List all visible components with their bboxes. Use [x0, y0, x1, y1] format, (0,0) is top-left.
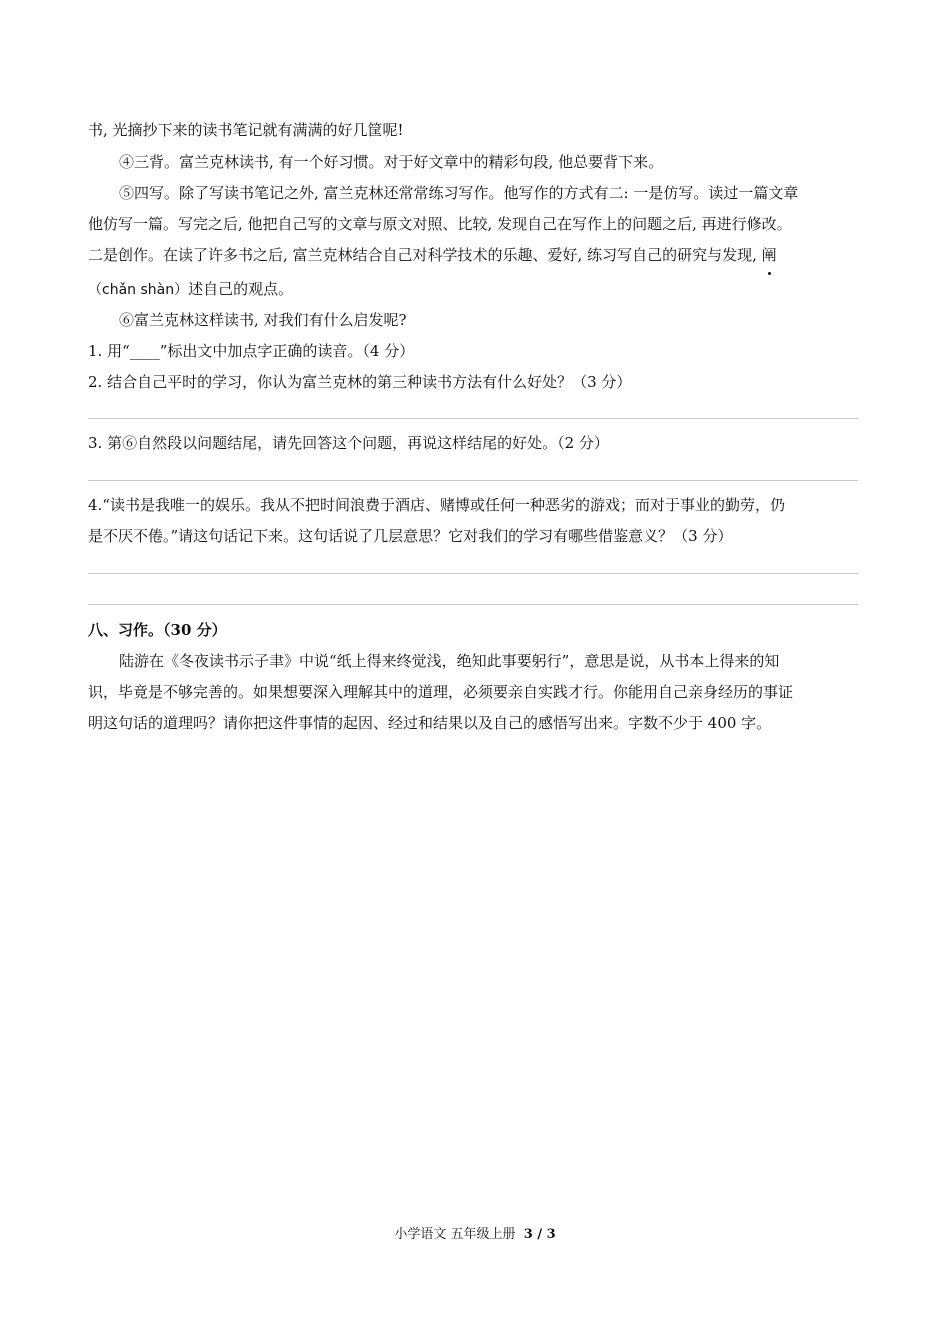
pinyin-annotation: （chǎn shàn） — [88, 282, 189, 298]
section-8-prompt-line-1: 陆游在《冬夜读书示子聿》中说“纸上得来终觉浅，绝知此事要躬行”，意思是说，从书本上得来的知 — [119, 652, 780, 670]
page-number: 3 / 3 — [523, 1227, 556, 1242]
answer-line-q4-2[interactable] — [88, 604, 858, 605]
passage-paragraph-5-line-4-rest: 述自己的观点。 — [188, 280, 294, 298]
passage-line-continue: 书, 光摘抄下来的读书笔记就有满满的好几筐呢! — [88, 121, 404, 139]
answer-line-q4-1[interactable] — [88, 573, 858, 574]
footer-label: 小学语文 五年级上册 — [394, 1227, 516, 1242]
passage-paragraph-5-line-2: 他仿写一篇。写完之后, 他把自己写的文章与原文对照、比较, 发现自己在写作上的问题之后, 再进行修改。 — [88, 215, 792, 233]
answer-line-q2[interactable] — [88, 418, 858, 419]
answer-line-q3[interactable] — [88, 480, 858, 481]
section-8-heading: 八、习作。（30 分） — [88, 621, 227, 639]
dotted-character: 阐 — [762, 240, 777, 271]
section-8-prompt-line-3: 明这句话的道理吗？请你把这件事情的起因、经过和结果以及自己的感悟写出来。字数不少于 400 字。 — [88, 714, 772, 732]
question-2: 2. 结合自己平时的学习，你认为富兰克林的第三种读书方法有什么好处？（3 分） — [88, 373, 632, 391]
passage-paragraph-6: ⑥富兰克林这样读书, 对我们有什么启发呢? — [119, 311, 407, 329]
section-8-prompt-line-2: 识，毕竟是不够完善的。如果想要深入理解其中的道理，必须要亲自实践才行。你能用自己亲身经历的事证 — [88, 683, 794, 701]
passage-paragraph-5-line-3 — [88, 240, 858, 271]
page-footer — [0, 1223, 950, 1242]
question-3: 3. 第⑥自然段以问题结尾，请先回答这个问题，再说这样结尾的好处。（2 分） — [88, 434, 609, 452]
passage-paragraph-5-line-4 — [88, 274, 858, 306]
question-4-line-1: 4.“读书是我唯一的娱乐。我从不把时间浪费于酒店、赌博或任何一种恶劣的游戏；而对于事业的勤劳，仍 — [88, 496, 785, 514]
passage-paragraph-4: ④三背。富兰克林读书, 有一个好习惯。对于好文章中的精彩句段, 他总要背下来。 — [119, 153, 664, 171]
question-4-line-2: 是不厌不倦。”请这句话记下来。这句话说了几层意思？它对我们的学习有哪些借鉴意义？（3 分） — [88, 527, 733, 545]
question-1: 1. 用“____”标出文中加点字正确的读音。（4 分） — [88, 342, 415, 360]
passage-paragraph-5-line-3-text: 二是创作。在读了许多书之后, 富兰克林结合自己对科学技术的乐趣、爱好, 练习写自己的研究与发现, — [88, 246, 762, 264]
passage-paragraph-5-line-1: ⑤四写。除了写读书笔记之外, 富兰克林还常常练习写作。他写作的方式有二: 一是仿写。读过一篇文章 — [119, 184, 799, 202]
